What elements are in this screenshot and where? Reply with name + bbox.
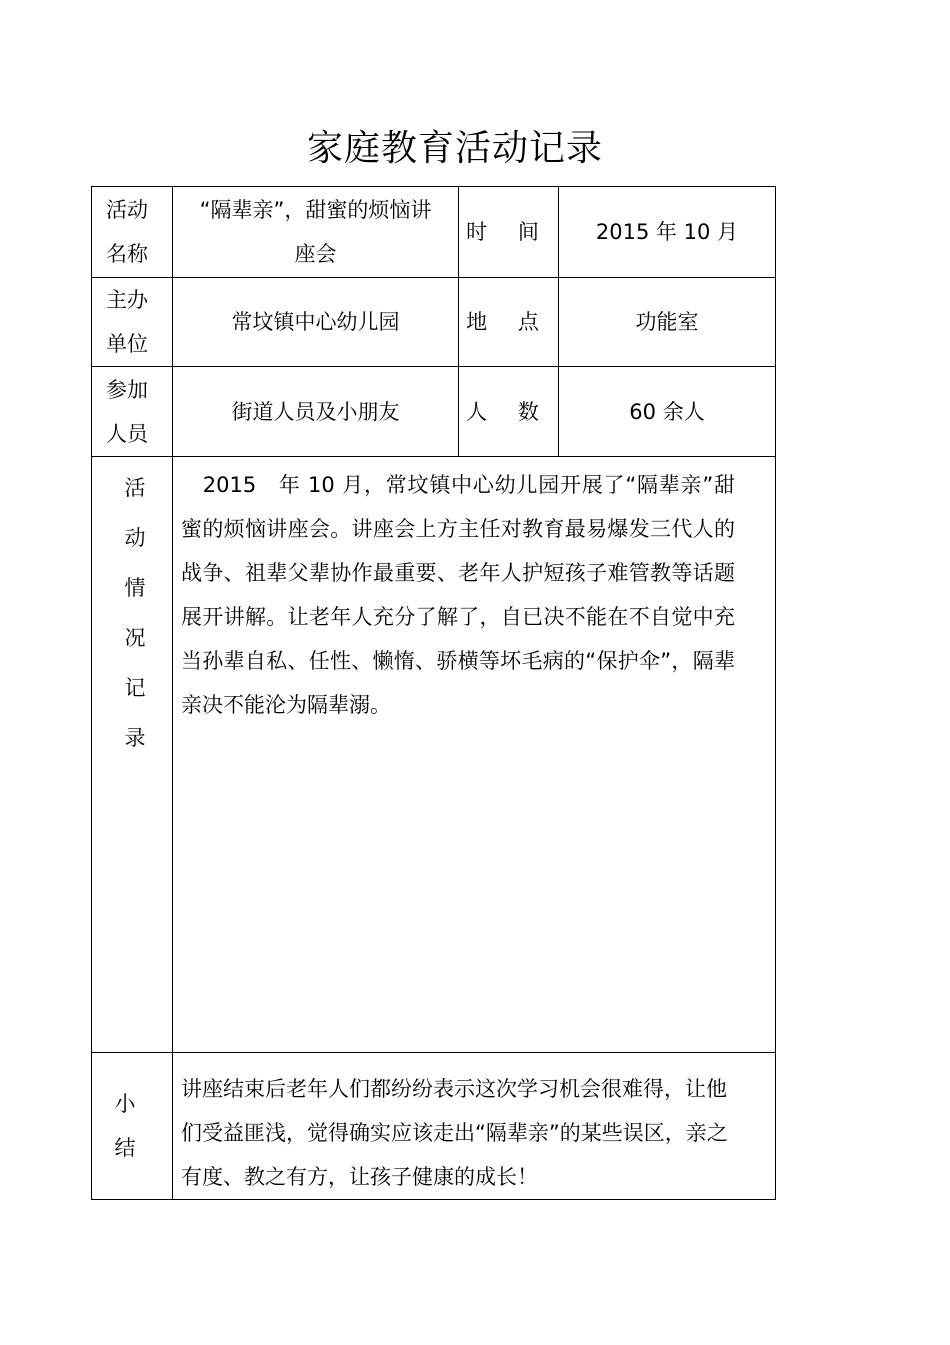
activity-record-table (91, 186, 776, 1200)
value-count: 60 余人 (559, 367, 776, 457)
label-participants: 参加 人员 (92, 367, 173, 457)
label-summary: 小 结 (92, 1053, 173, 1200)
label-count: 人 数 (459, 367, 559, 457)
value-participants: 街道人员及小朋友 (173, 367, 459, 457)
row-summary (92, 1053, 776, 1200)
label-organizer: 主办 单位 (92, 278, 173, 367)
value-activity-name: “隔辈亲”，甜蜜的烦恼讲 座会 (173, 187, 459, 278)
row-organizer (92, 278, 776, 367)
row-record (92, 457, 776, 1053)
label-time: 时 间 (459, 187, 559, 278)
record-text: 2015 年 10 月，常坟镇中心幼儿园开展了“隔辈亲”甜蜜的烦恼讲座会。讲座会上方主任对教育最易爆发三代人的战争、祖辈父辈协作最重要、老年人护短孩子难管教等话题展开讲解。让老年人充分了解了，自已决不能在不自觉中充当孙辈自私、任性、懒惰、骄横等坏毛病的“保护伞”，隔辈亲决不能沦为隔辈溺。 (173, 457, 776, 1053)
label-record: 活 动 情 况 记 录 (92, 457, 173, 1053)
row-activity-name (92, 187, 776, 278)
page-title: 家庭教育活动记录 (306, 128, 603, 169)
row-participants (92, 367, 776, 457)
label-location: 地 点 (459, 278, 559, 367)
label-activity-name: 活动 名称 (92, 187, 173, 278)
value-location: 功能室 (559, 278, 776, 367)
summary-text: 讲座结束后老年人们都纷纷表示这次学习机会很难得，让他们受益匪浅，觉得确实应该走出“隔辈亲”的某些误区，亲之有度、教之有方，让孩子健康的成长！ (173, 1053, 776, 1200)
value-time: 2015 年 10 月 (559, 187, 776, 278)
value-organizer: 常坟镇中心幼儿园 (173, 278, 459, 367)
